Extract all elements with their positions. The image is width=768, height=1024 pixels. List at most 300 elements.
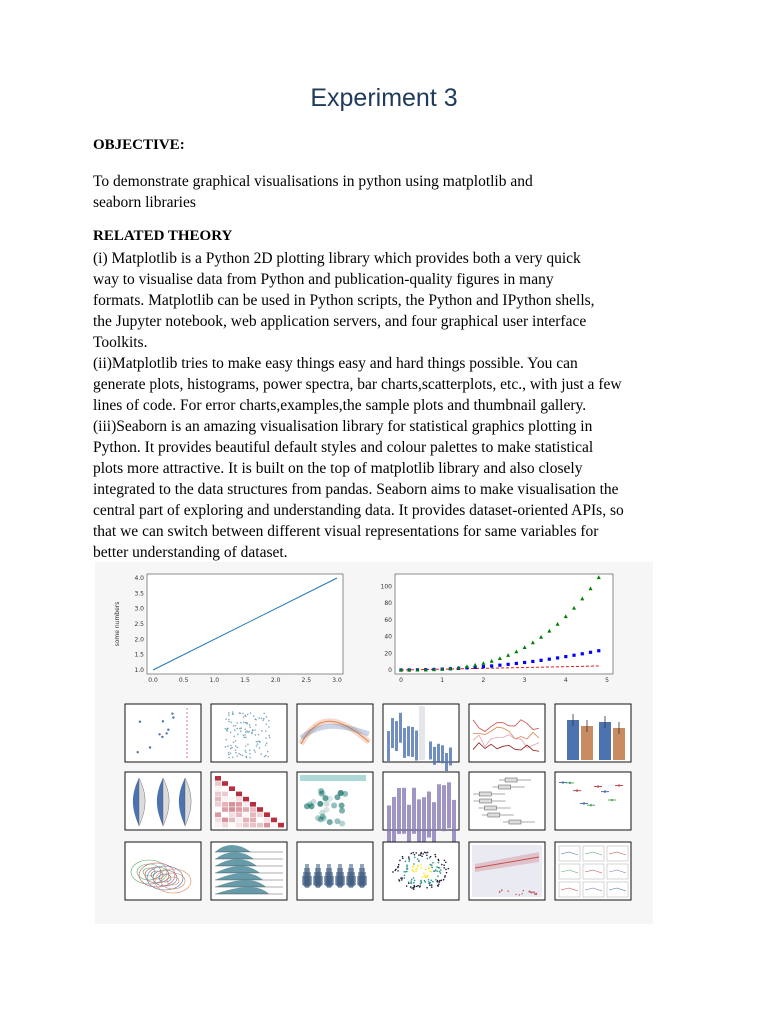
dot — [443, 879, 445, 881]
dot — [416, 886, 418, 888]
dot — [529, 890, 530, 891]
dot — [233, 735, 235, 737]
y-tick-label: 60 — [384, 616, 392, 624]
cell — [257, 812, 263, 817]
dot — [416, 868, 418, 870]
point — [569, 782, 571, 784]
dot — [414, 854, 416, 856]
dot — [237, 746, 239, 748]
dot — [235, 725, 237, 727]
dot — [235, 740, 237, 742]
thumbnail-stacked-histogram-violins — [383, 772, 459, 851]
thumbnail-ridge-kde — [211, 842, 287, 900]
box — [479, 792, 491, 796]
dot — [234, 729, 236, 731]
dot — [249, 753, 251, 755]
dot — [246, 730, 248, 732]
dot — [397, 866, 399, 868]
cell — [250, 807, 256, 812]
dot — [428, 868, 430, 870]
thumbnail-facet-grid — [555, 842, 631, 900]
dot — [436, 870, 438, 872]
cell — [229, 786, 235, 791]
dot — [535, 893, 536, 894]
bar — [402, 788, 406, 834]
hex — [304, 803, 310, 809]
dot — [419, 886, 421, 888]
dot — [253, 715, 255, 717]
dot — [158, 733, 160, 735]
theory-line: (iii)Seaborn is an amazing visualisation library for statistical graphics plotting in — [93, 418, 593, 435]
dot — [228, 752, 230, 754]
theory-line: plots more attractive. It is built on the top of matplotlib library and also closely — [93, 460, 583, 477]
bar — [415, 730, 418, 760]
blue-square-point — [531, 660, 534, 663]
cell — [236, 818, 242, 823]
boxen — [324, 876, 334, 885]
dot — [430, 864, 432, 866]
dot — [429, 884, 431, 886]
boxen — [313, 876, 323, 885]
dot — [247, 744, 249, 746]
dot — [404, 874, 406, 876]
dot — [429, 870, 431, 872]
dot — [228, 714, 230, 716]
dot — [263, 713, 265, 715]
theory-line: better understanding of dataset. — [93, 544, 288, 561]
bar — [395, 721, 398, 751]
bar — [403, 728, 406, 758]
cell — [271, 823, 277, 828]
y-tick-label: 3.5 — [134, 590, 144, 598]
cell — [243, 818, 249, 823]
thumbnail-frame — [211, 704, 287, 762]
dot — [446, 872, 448, 874]
dot — [435, 856, 437, 858]
gap — [419, 706, 425, 760]
dot — [265, 737, 267, 739]
box — [509, 820, 521, 824]
cell — [278, 823, 284, 828]
hex — [319, 810, 325, 816]
dot — [225, 728, 227, 730]
cell — [215, 812, 221, 817]
blue-square-point — [498, 664, 501, 667]
box — [505, 778, 517, 782]
dot — [254, 729, 256, 731]
cell — [215, 776, 221, 781]
dot — [257, 743, 259, 745]
dot — [530, 892, 531, 893]
cell — [222, 786, 228, 791]
dot — [444, 875, 446, 877]
dot — [255, 751, 257, 753]
dot — [425, 869, 427, 871]
dot — [266, 742, 268, 744]
dot — [256, 741, 258, 743]
dot — [412, 852, 414, 854]
cell — [222, 818, 228, 823]
dot — [408, 856, 410, 858]
dot — [417, 866, 419, 868]
boxen — [335, 876, 345, 885]
dot — [238, 753, 240, 755]
line-chart — [114, 574, 343, 684]
cell — [271, 818, 277, 823]
dot — [434, 854, 436, 856]
y-axis-label: some numbers — [114, 601, 121, 647]
dot — [394, 870, 396, 872]
dot — [232, 757, 234, 759]
dot — [250, 712, 252, 714]
bar — [437, 784, 441, 830]
dot — [427, 858, 429, 860]
dot — [499, 892, 500, 893]
x-tick-label: 4 — [563, 677, 568, 684]
dot — [438, 883, 440, 885]
hex — [331, 803, 337, 809]
y-tick-label: 1.5 — [134, 651, 144, 659]
dot — [426, 876, 428, 878]
dot — [399, 860, 401, 862]
thumbnail-timeseries-bands — [297, 704, 373, 762]
dot — [426, 854, 428, 856]
bar — [449, 747, 452, 765]
dot — [439, 881, 441, 883]
dot — [430, 879, 432, 881]
dot — [236, 755, 238, 757]
cell — [215, 807, 221, 812]
thumbnail-pointplot-dodge — [555, 772, 631, 830]
cell — [215, 781, 221, 786]
dot — [230, 748, 232, 750]
dot — [162, 720, 164, 722]
bar — [437, 744, 440, 762]
dot — [245, 751, 247, 753]
cell — [229, 792, 235, 797]
theory-line: that we can switch between different visual representations for same variables for — [93, 523, 599, 540]
x-tick-label: 0.0 — [148, 677, 158, 684]
dot — [244, 729, 246, 731]
bar — [445, 753, 448, 771]
dot — [437, 880, 439, 882]
dot — [430, 856, 432, 858]
dot — [415, 870, 417, 872]
thumbnail-frame — [383, 842, 459, 900]
dot — [263, 718, 265, 720]
bar — [399, 713, 402, 743]
plots-figure — [95, 562, 653, 924]
bar — [441, 745, 444, 763]
dot — [265, 755, 267, 757]
hex — [321, 815, 327, 821]
dot — [225, 718, 227, 720]
dot — [427, 852, 429, 854]
dot — [414, 880, 416, 882]
dot — [438, 860, 440, 862]
dot — [240, 722, 242, 724]
point — [597, 785, 599, 787]
dot — [237, 728, 239, 730]
cell — [236, 823, 242, 828]
dot — [406, 866, 408, 868]
dot — [421, 864, 423, 866]
dot — [255, 734, 257, 736]
dot — [230, 721, 232, 723]
dot — [232, 713, 234, 715]
boxen — [302, 876, 312, 885]
dot — [411, 879, 413, 881]
cell — [236, 792, 242, 797]
dot — [438, 885, 440, 887]
dot — [231, 747, 233, 749]
dot — [411, 887, 413, 889]
hex — [327, 819, 333, 825]
x-tick-label: 2 — [481, 677, 486, 684]
dot — [226, 729, 228, 731]
x-tick-label: 3 — [522, 677, 527, 684]
hex — [338, 790, 344, 796]
dot — [252, 729, 254, 731]
theory-line: central part of exploring and understanding data. It provides dataset-oriented APIs, so — [93, 502, 624, 519]
bar — [392, 797, 396, 843]
dot — [137, 751, 139, 753]
blue-square-point — [507, 663, 510, 666]
dot — [417, 865, 419, 867]
dot — [507, 890, 508, 891]
dot — [244, 750, 246, 752]
dot — [243, 735, 245, 737]
dot — [259, 741, 261, 743]
y-tick-label: 2.5 — [134, 621, 144, 628]
theory-text — [93, 248, 683, 563]
plot-frame — [395, 574, 613, 674]
dot — [268, 726, 270, 728]
hex — [339, 808, 345, 814]
hex — [317, 801, 323, 807]
dot — [243, 737, 245, 739]
objective-line: To demonstrate graphical visualisations in python using matplotlib and — [93, 173, 533, 190]
dot — [167, 729, 169, 731]
dot — [445, 869, 447, 871]
y-tick-label: 2.0 — [134, 636, 144, 644]
dot — [410, 853, 412, 855]
dot — [401, 879, 403, 881]
cell — [243, 823, 249, 828]
y-tick-label: 1.0 — [134, 667, 144, 674]
dot — [245, 737, 247, 739]
thumbnail-boxen-plot — [297, 842, 373, 900]
dot — [230, 745, 232, 747]
box — [499, 785, 511, 789]
dot — [410, 880, 412, 882]
cell — [222, 792, 228, 797]
dot — [424, 880, 426, 882]
blue-square-point — [556, 656, 559, 659]
dot — [440, 872, 442, 874]
dot — [251, 733, 253, 735]
cell — [264, 818, 270, 823]
dot — [149, 746, 151, 748]
dot — [515, 894, 516, 895]
theory-line: Toolkits. — [93, 334, 148, 351]
theory-heading: RELATED THEORY — [93, 228, 233, 244]
dot — [421, 852, 423, 854]
blue-square-point — [490, 664, 493, 667]
cell — [215, 797, 221, 802]
dot — [171, 712, 173, 714]
dot — [225, 746, 227, 748]
bar — [391, 718, 394, 748]
x-tick-label: 1.0 — [209, 677, 220, 684]
dot — [436, 866, 438, 868]
dot — [408, 860, 410, 862]
dot — [161, 736, 163, 738]
x-tick-label: 5 — [605, 677, 609, 684]
bar — [452, 800, 456, 846]
box — [480, 799, 492, 803]
blue-square-point — [548, 658, 551, 661]
dot — [415, 852, 417, 854]
cell — [229, 807, 235, 812]
dot — [228, 721, 230, 723]
dot — [426, 887, 428, 889]
dot — [417, 885, 419, 887]
dot — [410, 886, 412, 888]
dot — [243, 716, 245, 718]
dot — [533, 892, 534, 893]
dot — [439, 871, 441, 873]
dot — [265, 744, 267, 746]
bar — [412, 788, 416, 834]
dot — [268, 720, 270, 722]
theory-line: (i) Matplotlib is a Python 2D plotting library which provides both a very quick — [93, 250, 581, 267]
plots-figure-svg — [95, 562, 653, 924]
blue-square-point — [597, 649, 600, 652]
bar — [422, 797, 426, 843]
dot — [410, 882, 412, 884]
dot — [256, 745, 258, 747]
point — [576, 789, 578, 791]
dot — [247, 714, 249, 716]
dot — [413, 888, 415, 890]
dot — [428, 879, 430, 881]
dot — [239, 712, 241, 714]
dot — [249, 749, 251, 751]
dot — [265, 723, 267, 725]
dot — [441, 879, 443, 881]
x-tick-label: 0.5 — [178, 677, 189, 684]
dot — [445, 861, 447, 863]
thumbnail-density-scatter — [383, 842, 459, 900]
dot — [448, 868, 450, 870]
blue-square-point — [589, 651, 592, 654]
thumbnail-grouped-bar-errors — [555, 704, 631, 762]
bar — [432, 802, 436, 848]
dot — [268, 735, 270, 737]
dot — [239, 728, 241, 730]
dot — [438, 862, 440, 864]
y-tick-label: 20 — [384, 650, 392, 658]
dot — [255, 724, 257, 726]
dot — [519, 894, 520, 895]
dot — [435, 879, 437, 881]
dot — [242, 713, 244, 715]
dot — [523, 890, 524, 891]
dot — [443, 867, 445, 869]
blue-square-point — [539, 659, 542, 662]
dot — [521, 893, 522, 894]
dot — [405, 861, 407, 863]
bar — [387, 731, 390, 761]
dot — [429, 882, 431, 884]
dot — [228, 754, 230, 756]
objective-text — [93, 171, 683, 213]
dot — [421, 856, 423, 858]
dot — [232, 711, 234, 713]
hex — [334, 818, 340, 824]
theory-line: integrated to the data structures from pandas. Seaborn aims to make visualisation the — [93, 481, 619, 498]
cell — [243, 807, 249, 812]
dot — [228, 712, 230, 714]
dot — [420, 854, 422, 856]
x-tick-label: 1 — [440, 677, 445, 684]
dot — [431, 886, 433, 888]
dot — [406, 871, 408, 873]
thumbnail-correlation-heatmap — [211, 772, 287, 830]
y-tick-label: 80 — [384, 600, 392, 608]
blue-square-point — [482, 665, 485, 668]
dot — [423, 873, 425, 875]
dot — [242, 755, 244, 757]
dot — [261, 717, 263, 719]
cell — [229, 797, 235, 802]
cell — [215, 823, 221, 828]
theory-line: way to visualise data from Python and publication-quality figures in many — [93, 271, 554, 288]
cell — [264, 823, 270, 828]
cell — [257, 823, 263, 828]
dot — [139, 721, 141, 723]
y-tick-label: 3.0 — [134, 605, 144, 613]
dot — [501, 889, 502, 890]
dot — [421, 882, 423, 884]
point — [590, 804, 592, 806]
cell — [215, 802, 221, 807]
dot — [228, 757, 230, 759]
thumbnail-kde-contours — [125, 842, 201, 900]
dot — [269, 737, 271, 739]
dot — [437, 875, 439, 877]
dot — [235, 752, 237, 754]
dot — [417, 858, 419, 860]
dot — [398, 864, 400, 866]
dot — [414, 856, 416, 858]
dot — [233, 725, 235, 727]
thumbnail-regression-fit — [469, 842, 545, 900]
cell — [222, 807, 228, 812]
dot — [431, 884, 433, 886]
dot — [422, 853, 424, 855]
cell — [243, 812, 249, 817]
dot — [412, 866, 414, 868]
cell — [236, 797, 242, 802]
dot — [427, 875, 429, 877]
dot — [420, 880, 422, 882]
cell — [215, 792, 221, 797]
y-tick-label: 40 — [384, 633, 392, 641]
y-tick-label: 4.0 — [134, 575, 144, 582]
hex — [315, 815, 321, 821]
